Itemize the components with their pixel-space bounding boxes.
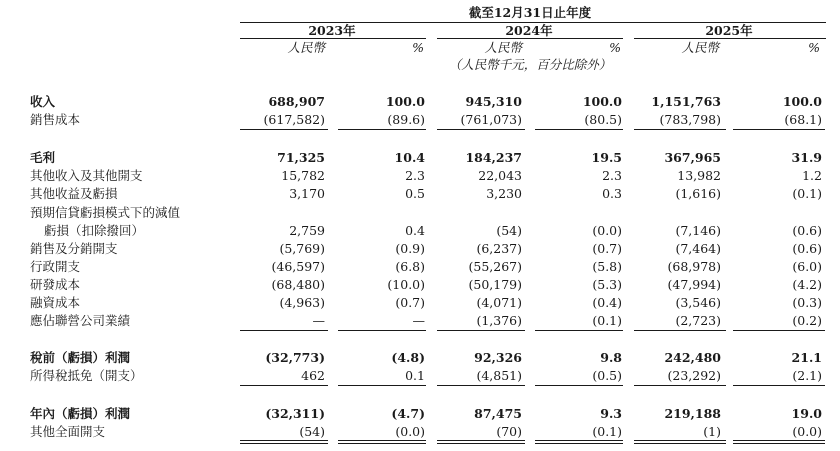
- cell-2023-percent: —: [412, 313, 425, 328]
- cell-2023-amount: 2,759: [289, 223, 325, 238]
- cell-2025-amount: 219,188: [664, 406, 721, 421]
- cell-2023-percent: 0.1: [405, 368, 425, 383]
- cell-2025-amount: (7,146): [675, 223, 721, 238]
- cell-2023-percent: (6.8): [395, 259, 425, 274]
- row-label: 銷售成本: [30, 112, 81, 127]
- cell-2024-amount: (54): [496, 223, 522, 238]
- cell-2024-amount: (70): [496, 424, 522, 439]
- total-double-rule: [437, 440, 525, 444]
- cell-2025-amount: (1,616): [675, 186, 721, 201]
- cell-2023-percent: 2.3: [405, 168, 425, 183]
- cell-2024-percent: 9.3: [600, 406, 622, 421]
- cell-2025-percent: (0.6): [792, 241, 822, 256]
- cell-2024-amount: (6,237): [476, 241, 522, 256]
- total-double-rule: [338, 440, 426, 444]
- total-double-rule: [240, 440, 328, 444]
- subtotal-rule: [733, 330, 825, 331]
- subtotal-rule: [240, 129, 328, 130]
- cell-2024-amount: 92,326: [474, 350, 522, 365]
- cell-2025-percent: 1.2: [802, 168, 822, 183]
- cell-2023-percent: 10.4: [394, 150, 425, 165]
- row-label: 所得稅抵免（開支）: [30, 368, 143, 383]
- cell-2023-percent: (4.8): [391, 350, 425, 365]
- row-label: 其他全面開支: [30, 424, 106, 439]
- year-2023-rule: [240, 38, 426, 39]
- subtotal-rule: [338, 330, 426, 331]
- cell-2023-amount: 71,325: [277, 150, 325, 165]
- cell-2025-amount: 367,965: [664, 150, 721, 165]
- row-label: 收入: [30, 94, 56, 109]
- subtotal-rule: [535, 330, 623, 331]
- cell-2024-amount: (4,851): [476, 368, 522, 383]
- cell-2025-percent: (0.6): [792, 223, 822, 238]
- cell-2025-percent: 100.0: [782, 94, 822, 109]
- cell-2025-amount: (47,994): [667, 277, 721, 292]
- currency-label-2025: 人民幣: [681, 40, 719, 55]
- row-label: 其他收益及虧損: [30, 186, 118, 201]
- cell-2024-percent: (0.1): [592, 313, 622, 328]
- cell-2023-amount: (617,582): [263, 112, 325, 127]
- cell-2024-percent: 100.0: [582, 94, 622, 109]
- cell-2023-percent: 0.5: [405, 186, 425, 201]
- cell-2024-amount: (761,073): [460, 112, 522, 127]
- year-2025-header: 2025年: [705, 23, 753, 38]
- year-2025-rule: [634, 38, 826, 39]
- cell-2023-amount: (54): [299, 424, 325, 439]
- cell-2024-percent: (5.3): [592, 277, 622, 292]
- cell-2025-percent: (68.1): [784, 112, 822, 127]
- cell-2024-amount: (1,376): [476, 313, 522, 328]
- period-header: 截至12月31日止年度: [468, 5, 592, 20]
- currency-label-2024: 人民幣: [484, 40, 522, 55]
- cell-2024-percent: 0.3: [602, 186, 622, 201]
- cell-2024-percent: (0.5): [592, 368, 622, 383]
- row-label: 毛利: [30, 150, 56, 165]
- subtotal-rule: [733, 129, 825, 130]
- percent-label-2023: %: [412, 40, 424, 55]
- subtotal-rule: [634, 330, 726, 331]
- cell-2025-percent: (0.2): [792, 313, 822, 328]
- subtotal-rule: [437, 330, 525, 331]
- cell-2024-percent: (5.8): [592, 259, 622, 274]
- cell-2025-percent: (0.0): [792, 424, 822, 439]
- cell-2024-percent: 9.8: [600, 350, 622, 365]
- subtotal-rule: [535, 129, 623, 130]
- cell-2023-amount: (32,311): [265, 406, 325, 421]
- cell-2024-percent: 19.5: [591, 150, 622, 165]
- row-label: 其他收入及其他開支: [30, 168, 143, 183]
- cell-2024-amount: (4,071): [476, 295, 522, 310]
- cell-2023-amount: (68,480): [271, 277, 325, 292]
- cell-2025-percent: 21.1: [791, 350, 822, 365]
- cell-2025-amount: 242,480: [664, 350, 721, 365]
- cell-2024-amount: (50,179): [468, 277, 522, 292]
- cell-2023-amount: 15,782: [281, 168, 325, 183]
- percent-label-2025: %: [808, 40, 820, 55]
- cell-2023-amount: 688,907: [268, 94, 325, 109]
- cell-2025-percent: (6.0): [792, 259, 822, 274]
- cell-2025-amount: (1): [703, 424, 721, 439]
- cell-2025-percent: 19.0: [791, 406, 822, 421]
- cell-2023-percent: (89.6): [387, 112, 425, 127]
- subtotal-rule: [338, 385, 426, 386]
- cell-2025-percent: (2.1): [792, 368, 822, 383]
- row-label: 研發成本: [30, 277, 81, 292]
- cell-2024-amount: 184,237: [465, 150, 522, 165]
- cell-2023-amount: —: [312, 313, 325, 328]
- cell-2025-amount: (68,978): [667, 259, 721, 274]
- cell-2024-amount: 945,310: [465, 94, 522, 109]
- cell-2025-percent: 31.9: [791, 150, 822, 165]
- subtotal-rule: [634, 385, 726, 386]
- cell-2025-amount: (3,546): [675, 295, 721, 310]
- cell-2024-percent: (0.0): [592, 223, 622, 238]
- cell-2023-percent: (10.0): [387, 277, 425, 292]
- cell-2023-amount: (32,773): [265, 350, 325, 365]
- cell-2023-percent: (0.7): [395, 295, 425, 310]
- cell-2023-amount: (5,769): [279, 241, 325, 256]
- row-label: 融資成本: [30, 295, 81, 310]
- currency-label-2023: 人民幣: [287, 40, 325, 55]
- cell-2023-percent: 100.0: [385, 94, 425, 109]
- row-label: 虧損（扣除撥回）: [44, 223, 145, 238]
- row-label: 年內（虧損）利潤: [30, 406, 131, 421]
- subtotal-rule: [240, 385, 328, 386]
- cell-2025-amount: (783,798): [659, 112, 721, 127]
- year-2023-header: 2023年: [308, 23, 356, 38]
- cell-2023-amount: 3,170: [289, 186, 325, 201]
- subtotal-rule: [338, 129, 426, 130]
- subtotal-rule: [535, 385, 623, 386]
- row-label: 稅前（虧損）利潤: [30, 350, 131, 365]
- cell-2025-percent: (0.3): [792, 295, 822, 310]
- year-2024-header: 2024年: [505, 23, 553, 38]
- cell-2023-amount: (46,597): [271, 259, 325, 274]
- cell-2024-percent: 2.3: [602, 168, 622, 183]
- row-label: 銷售及分銷開支: [30, 241, 118, 256]
- percent-label-2024: %: [609, 40, 621, 55]
- cell-2024-percent: (0.7): [592, 241, 622, 256]
- row-label: 預期信貸虧損模式下的減值: [30, 205, 181, 220]
- cell-2023-percent: (0.0): [395, 424, 425, 439]
- total-double-rule: [733, 440, 825, 444]
- total-double-rule: [634, 440, 726, 444]
- cell-2025-amount: (2,723): [675, 313, 721, 328]
- year-2024-rule: [437, 38, 623, 39]
- cell-2024-amount: 3,230: [486, 186, 522, 201]
- cell-2025-amount: 1,151,763: [651, 94, 721, 109]
- cell-2024-percent: (80.5): [584, 112, 622, 127]
- cell-2025-percent: (0.1): [792, 186, 822, 201]
- unit-note: （人民幣千元，百分比除外）: [448, 57, 612, 72]
- cell-2025-amount: (23,292): [667, 368, 721, 383]
- cell-2023-percent: 0.4: [405, 223, 425, 238]
- cell-2025-amount: (7,464): [675, 241, 721, 256]
- subtotal-rule: [437, 385, 525, 386]
- row-label: 行政開支: [30, 259, 81, 274]
- cell-2023-percent: (0.9): [395, 241, 425, 256]
- cell-2025-amount: 13,982: [677, 168, 721, 183]
- cell-2023-percent: (4.7): [391, 406, 425, 421]
- subtotal-rule: [733, 385, 825, 386]
- cell-2024-percent: (0.4): [592, 295, 622, 310]
- total-double-rule: [535, 440, 623, 444]
- cell-2024-amount: (55,267): [468, 259, 522, 274]
- subtotal-rule: [240, 330, 328, 331]
- cell-2024-amount: 22,043: [478, 168, 522, 183]
- cell-2025-percent: (4.2): [792, 277, 822, 292]
- subtotal-rule: [634, 129, 726, 130]
- cell-2024-amount: 87,475: [474, 406, 522, 421]
- cell-2023-amount: (4,963): [279, 295, 325, 310]
- subtotal-rule: [437, 129, 525, 130]
- cell-2023-amount: 462: [301, 368, 325, 383]
- row-label: 應佔聯營公司業績: [30, 313, 131, 328]
- cell-2024-percent: (0.1): [592, 424, 622, 439]
